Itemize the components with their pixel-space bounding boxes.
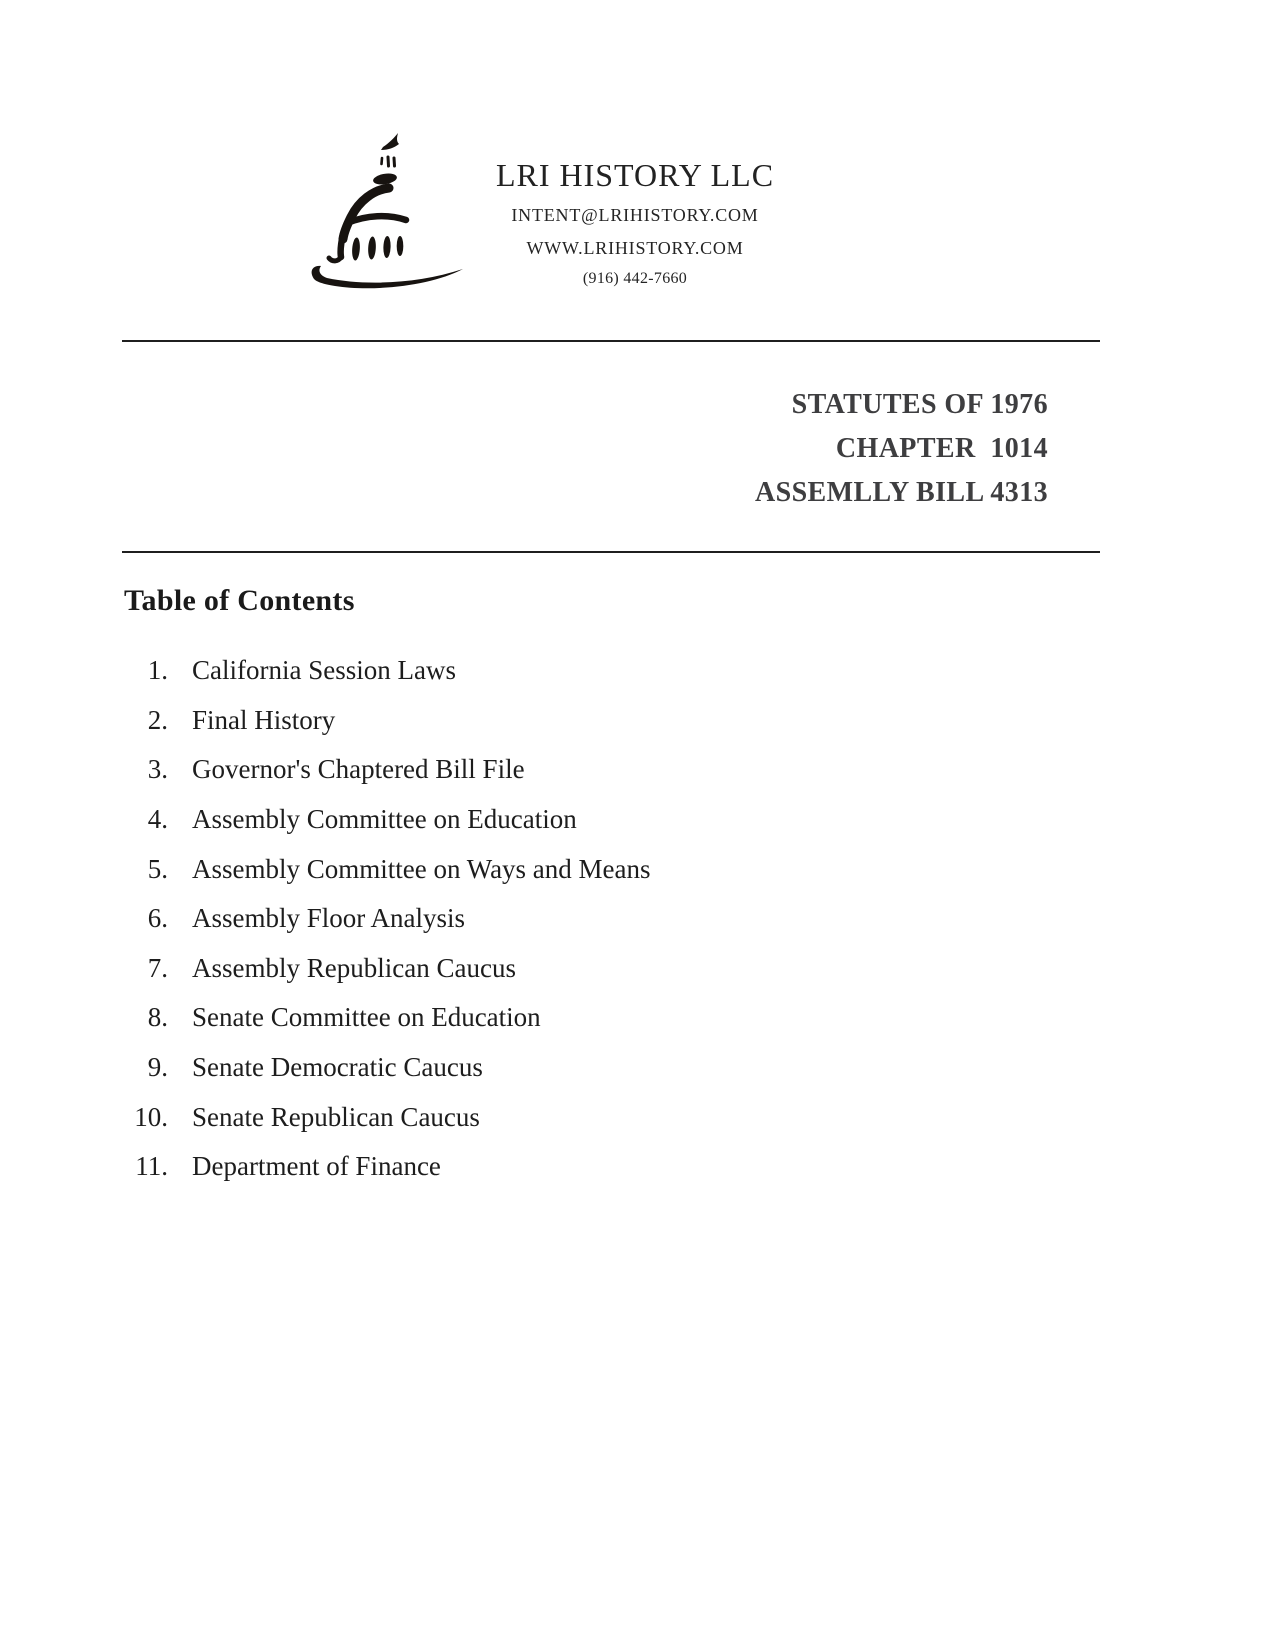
divider-line-top [122, 340, 1100, 342]
statute-line-bill: ASSEMLLY BILL 4313 [754, 477, 1048, 508]
toc-item [0, 894, 900, 944]
toc-item-label: Assembly Floor Analysis [192, 903, 466, 934]
toc-list [0, 646, 900, 1192]
toc-item-number: 5. [147, 853, 168, 884]
company-email: INTENT@LRIHISTORY.COM [511, 205, 759, 225]
toc-item-number: 9. [147, 1052, 168, 1083]
toc-item-label: Senate Democratic Caucus [192, 1052, 483, 1083]
logo-flag [381, 133, 399, 150]
toc-item [0, 1142, 900, 1192]
toc-item-label: Assembly Republican Caucus [192, 952, 516, 983]
toc-item-number: 8. [147, 1002, 168, 1033]
statute-line-statutes: STATUTES OF 1976 [791, 389, 1048, 420]
company-name: LRI HISTORY LLC [495, 157, 775, 193]
toc-item-number: 10. [134, 1101, 168, 1132]
toc-item [0, 795, 900, 845]
toc-item-number: 11. [135, 1151, 168, 1182]
company-phone: (916) 442-7660 [582, 270, 688, 287]
toc-item [0, 696, 900, 746]
toc-item [0, 745, 900, 795]
toc-item-label: Assembly Committee on Ways and Means [192, 853, 651, 884]
toc-item-label: California Session Laws [192, 655, 456, 686]
divider-line-bottom [122, 551, 1100, 553]
toc-item [0, 944, 900, 994]
toc-item [0, 844, 900, 894]
toc-item-number: 1. [147, 655, 168, 686]
toc-item [0, 993, 900, 1043]
capitol-dome-icon [295, 118, 467, 290]
letterhead [445, 156, 825, 289]
statute-line-chapter: CHAPTER 1014 [835, 433, 1048, 464]
toc-item [0, 1043, 900, 1093]
logo-base-swoosh [312, 266, 463, 288]
toc-item-number: 6. [147, 903, 168, 934]
toc-item-number: 3. [147, 754, 168, 785]
company-logo [295, 118, 467, 290]
toc-item-label: Senate Committee on Education [192, 1002, 541, 1033]
toc-item-label: Governor's Chaptered Bill File [192, 754, 525, 785]
toc-item-number: 4. [147, 804, 168, 835]
toc-item-label: Assembly Committee on Education [192, 804, 577, 835]
toc-item-number: 7. [147, 952, 168, 983]
statute-title-block [755, 383, 1048, 515]
company-website: WWW.LRIHISTORY.COM [526, 238, 744, 258]
toc-item [0, 646, 900, 696]
toc-heading: Table of Contents [124, 584, 355, 617]
toc-item-number: 2. [147, 704, 168, 735]
toc-item-label: Department of Finance [192, 1151, 441, 1182]
toc-item-label: Final History [192, 704, 336, 735]
toc-item-label: Senate Republican Caucus [192, 1101, 480, 1132]
toc-item [0, 1092, 900, 1142]
